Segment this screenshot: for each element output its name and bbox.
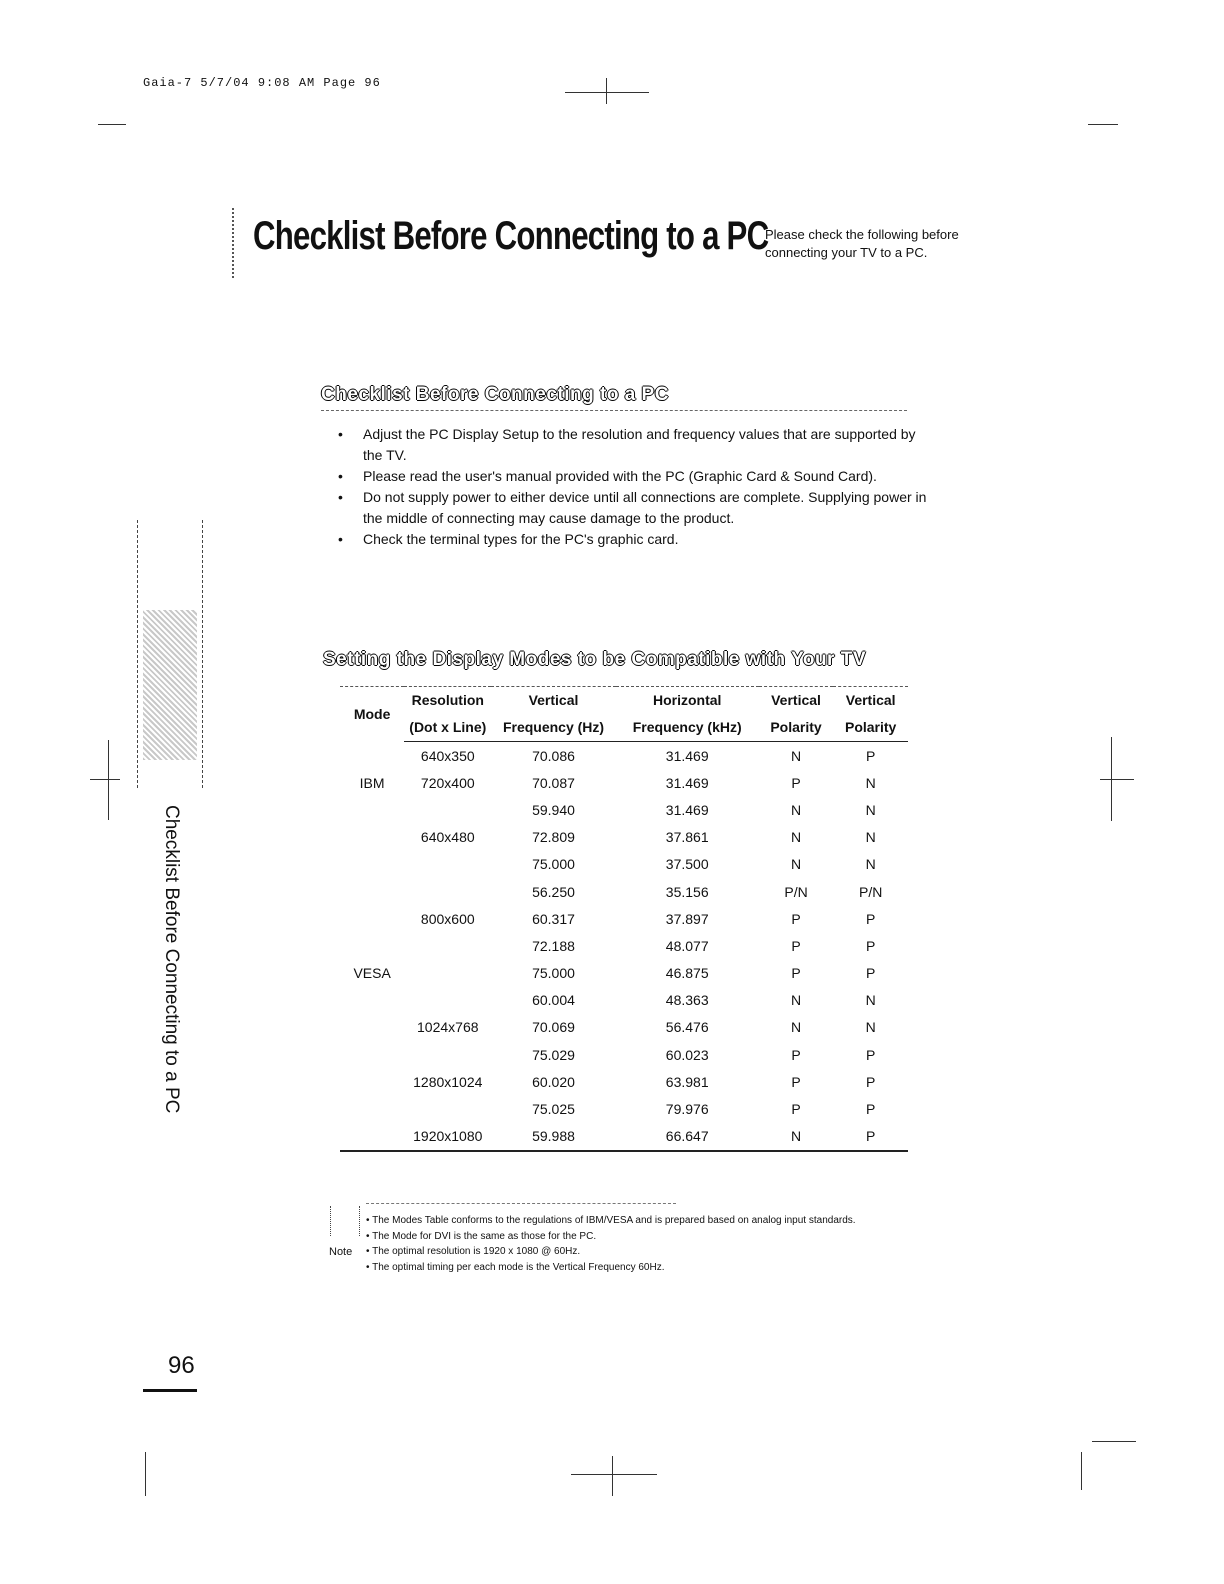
col-header-vfreq: Vertical bbox=[528, 692, 579, 708]
table-cell-v: 75.000 bbox=[532, 965, 575, 982]
table-cell-p2: P bbox=[866, 1073, 876, 1090]
col-header-hfreq: Horizontal bbox=[652, 692, 722, 708]
table-cell-res: 1280x1024 bbox=[413, 1073, 483, 1090]
list-item: • Adjust the PC Display Setup to the resolution and frequency values that are supported by the TV. bbox=[338, 424, 928, 466]
crop-mark-bottom-right bbox=[1092, 1441, 1136, 1442]
col-header-vpol1: Vertical bbox=[771, 692, 821, 708]
table-cell-res bbox=[404, 960, 491, 987]
table-cell-p2: P bbox=[866, 937, 876, 954]
table-cell-h: 63.981 bbox=[665, 1073, 709, 1090]
table-cell-p2: P bbox=[866, 1046, 876, 1063]
crop-mark-top-center bbox=[565, 92, 649, 93]
table-cell-p2: P bbox=[866, 965, 876, 982]
note-list bbox=[366, 1213, 856, 1275]
list-item: • Please read the user's manual provided with the PC (Graphic Card & Sound Card). bbox=[338, 466, 928, 487]
table-cell-h: 46.875 bbox=[665, 965, 709, 982]
table-row bbox=[340, 1068, 908, 1095]
table-row bbox=[340, 932, 908, 959]
table-cell-v: 60.004 bbox=[532, 992, 575, 1009]
table-cell-p1: P bbox=[791, 774, 801, 791]
table-cell-h: 60.023 bbox=[665, 1046, 709, 1063]
table-cell-v: 72.809 bbox=[532, 829, 575, 846]
display-modes-table bbox=[340, 686, 908, 1152]
crop-mark-top-right bbox=[1088, 124, 1118, 125]
table-cell-h: 79.976 bbox=[665, 1101, 709, 1118]
table-cell-p2: N bbox=[865, 801, 876, 818]
table-cell-mode bbox=[340, 742, 404, 770]
table-cell-mode bbox=[340, 878, 404, 905]
list-item: • Check the terminal types for the PC's graphic card. bbox=[338, 529, 928, 550]
table-cell-p2: P bbox=[866, 747, 876, 764]
table-cell-res bbox=[404, 987, 491, 1014]
note-divider bbox=[366, 1203, 676, 1204]
table-cell-h: 48.077 bbox=[665, 937, 709, 954]
table-cell-p2: P bbox=[866, 910, 876, 927]
table-cell-p2: N bbox=[865, 856, 876, 873]
table-cell-res bbox=[404, 1041, 491, 1068]
table-cell-v: 72.188 bbox=[532, 937, 575, 954]
table-cell-v: 59.940 bbox=[532, 801, 575, 818]
page-number: 96 bbox=[168, 1352, 195, 1379]
note-icon bbox=[330, 1206, 360, 1236]
table-cell-h: 48.363 bbox=[665, 992, 709, 1009]
table-cell-mode bbox=[340, 987, 404, 1014]
crop-mark-bottom-right-v bbox=[1081, 1452, 1082, 1490]
crop-mark-top-center-v bbox=[606, 78, 607, 104]
col-header-vpol2: Vertical bbox=[845, 692, 896, 708]
crop-mark-left-h bbox=[90, 779, 120, 780]
table-cell-mode: VESA bbox=[353, 965, 391, 982]
table-cell-res: 640x480 bbox=[420, 829, 475, 846]
table-cell-mode: IBM bbox=[359, 774, 385, 791]
table-cell-res: 640x350 bbox=[420, 747, 475, 764]
table-body bbox=[340, 742, 908, 1151]
table-cell-h: 31.469 bbox=[665, 801, 709, 818]
table-cell-p1: N bbox=[790, 829, 802, 846]
table-cell-h: 31.469 bbox=[665, 774, 709, 791]
table-cell-mode bbox=[340, 1095, 404, 1122]
table-cell-mode bbox=[340, 824, 404, 851]
table-cell-res bbox=[404, 796, 491, 823]
table-row bbox=[340, 824, 908, 851]
table-cell-p2: N bbox=[865, 992, 876, 1009]
section-heading-display-modes: Setting the Display Modes to be Compatible with Your TV bbox=[323, 649, 867, 670]
crop-mark-bottom-center bbox=[571, 1474, 657, 1475]
table-cell-p1: N bbox=[790, 856, 802, 873]
table-row bbox=[340, 1041, 908, 1068]
table-cell-res: 1920x1080 bbox=[413, 1128, 483, 1145]
table-cell-p1: P bbox=[791, 1101, 801, 1118]
table-cell-p2: N bbox=[865, 774, 876, 791]
crop-mark-top-left bbox=[98, 124, 126, 125]
table-cell-mode bbox=[340, 1068, 404, 1095]
table-row bbox=[340, 796, 908, 823]
table-cell-res: 1024x768 bbox=[417, 1019, 479, 1036]
col-header-resolution: Resolution bbox=[411, 692, 484, 708]
table-cell-mode bbox=[340, 851, 404, 878]
table-cell-v: 60.020 bbox=[532, 1073, 575, 1090]
table-cell-v: 70.086 bbox=[532, 747, 575, 764]
table-row bbox=[340, 878, 908, 905]
section-divider bbox=[321, 410, 907, 411]
table-cell-p2: N bbox=[865, 829, 876, 846]
col-header-resolution-sub: (Dot x Line) bbox=[404, 714, 491, 742]
list-item: • Do not supply power to either device until all connections are complete. Supplying power in the middle of connecting may cause damage to the product. bbox=[338, 487, 928, 529]
table-cell-mode bbox=[340, 905, 404, 932]
table-cell-res bbox=[404, 878, 491, 905]
table-cell-p1: P bbox=[791, 1046, 801, 1063]
crop-mark-bottom-left bbox=[145, 1452, 146, 1496]
table-cell-p2: P bbox=[866, 1128, 876, 1145]
table-cell-mode bbox=[340, 1041, 404, 1068]
crop-mark-left-v bbox=[108, 740, 109, 820]
checklist-bullets bbox=[338, 424, 928, 550]
table-cell-p1: N bbox=[790, 1019, 802, 1036]
table-cell-mode bbox=[340, 1014, 404, 1041]
table-row bbox=[340, 769, 908, 796]
table-cell-mode bbox=[340, 932, 404, 959]
table-cell-res: 800x600 bbox=[420, 910, 475, 927]
note-item: • The optimal timing per each mode is the Vertical Frequency 60Hz. bbox=[366, 1260, 856, 1276]
note-item: • The Mode for DVI is the same as those for the PC. bbox=[366, 1229, 856, 1245]
section-heading-checklist: Checklist Before Connecting to a PC bbox=[321, 384, 669, 405]
table-cell-h: 31.469 bbox=[665, 747, 709, 764]
table-cell-h: 35.156 bbox=[665, 883, 709, 900]
page-title: Checklist Before Connecting to a PC bbox=[253, 214, 769, 258]
table-cell-mode bbox=[340, 1123, 404, 1151]
col-header-hfreq-sub: Frequency (kHz) bbox=[616, 714, 759, 742]
col-header-vpol2-sub: Polarity bbox=[833, 714, 908, 742]
table-cell-v: 75.000 bbox=[532, 856, 575, 873]
print-header: Gaia-7 5/7/04 9:08 AM Page 96 bbox=[143, 76, 381, 90]
table-cell-p1: N bbox=[790, 992, 802, 1009]
table-cell-res: 720x400 bbox=[420, 774, 475, 791]
table-cell-h: 66.647 bbox=[665, 1128, 709, 1145]
table-cell-res bbox=[404, 851, 491, 878]
table-row bbox=[340, 851, 908, 878]
table-cell-v: 70.069 bbox=[532, 1019, 575, 1036]
note-label: Note bbox=[329, 1246, 353, 1258]
table-cell-h: 37.500 bbox=[665, 856, 709, 873]
title-accent-dots bbox=[232, 208, 234, 278]
note-item: • The Modes Table conforms to the regulations of IBM/VESA and is prepared based on analog input standards. bbox=[366, 1213, 856, 1229]
table-row bbox=[340, 1123, 908, 1151]
table-cell-res bbox=[404, 1095, 491, 1122]
crop-mark-right-h bbox=[1100, 779, 1134, 780]
col-header-vfreq-sub: Frequency (Hz) bbox=[491, 714, 615, 742]
table-cell-h: 56.476 bbox=[665, 1019, 709, 1036]
table-row bbox=[340, 742, 908, 770]
table-cell-v: 75.029 bbox=[532, 1046, 575, 1063]
table-cell-mode bbox=[340, 796, 404, 823]
col-header-mode: Mode bbox=[353, 705, 391, 722]
table-cell-p1: N bbox=[790, 1128, 802, 1145]
table-cell-v: 70.087 bbox=[532, 774, 575, 791]
page-subtitle: Please check the following before connecting your TV to a PC. bbox=[765, 227, 959, 260]
side-running-title: Checklist Before Connecting to a PC bbox=[161, 805, 182, 1114]
table-row bbox=[340, 905, 908, 932]
note-item: • The optimal resolution is 1920 x 1080 @ 60Hz. bbox=[366, 1244, 856, 1260]
table-cell-p1: P bbox=[791, 910, 801, 927]
table-row bbox=[340, 960, 908, 987]
table-cell-p2: P/N bbox=[859, 883, 883, 900]
table-cell-p1: N bbox=[790, 747, 802, 764]
col-header-vpol1-sub: Polarity bbox=[759, 714, 834, 742]
page-number-rule bbox=[143, 1389, 197, 1392]
table-cell-p1: P bbox=[791, 1073, 801, 1090]
table-row bbox=[340, 987, 908, 1014]
table-cell-p1: P bbox=[791, 965, 801, 982]
table-cell-res bbox=[404, 932, 491, 959]
table-cell-v: 75.025 bbox=[532, 1101, 575, 1118]
table-cell-v: 60.317 bbox=[532, 910, 575, 927]
table-cell-p1: P bbox=[791, 937, 801, 954]
table-cell-p1: N bbox=[790, 801, 802, 818]
side-tab-pattern bbox=[143, 610, 197, 760]
table-cell-h: 37.861 bbox=[665, 829, 709, 846]
table-row bbox=[340, 1014, 908, 1041]
table-cell-p2: N bbox=[865, 1019, 876, 1036]
table-row bbox=[340, 1095, 908, 1122]
table-cell-v: 56.250 bbox=[532, 883, 575, 900]
table-cell-h: 37.897 bbox=[665, 910, 709, 927]
table-cell-p2: P bbox=[866, 1101, 876, 1118]
table-cell-v: 59.988 bbox=[532, 1128, 575, 1145]
crop-mark-bottom-center-v bbox=[612, 1456, 613, 1496]
table-cell-p1: P/N bbox=[784, 883, 808, 900]
